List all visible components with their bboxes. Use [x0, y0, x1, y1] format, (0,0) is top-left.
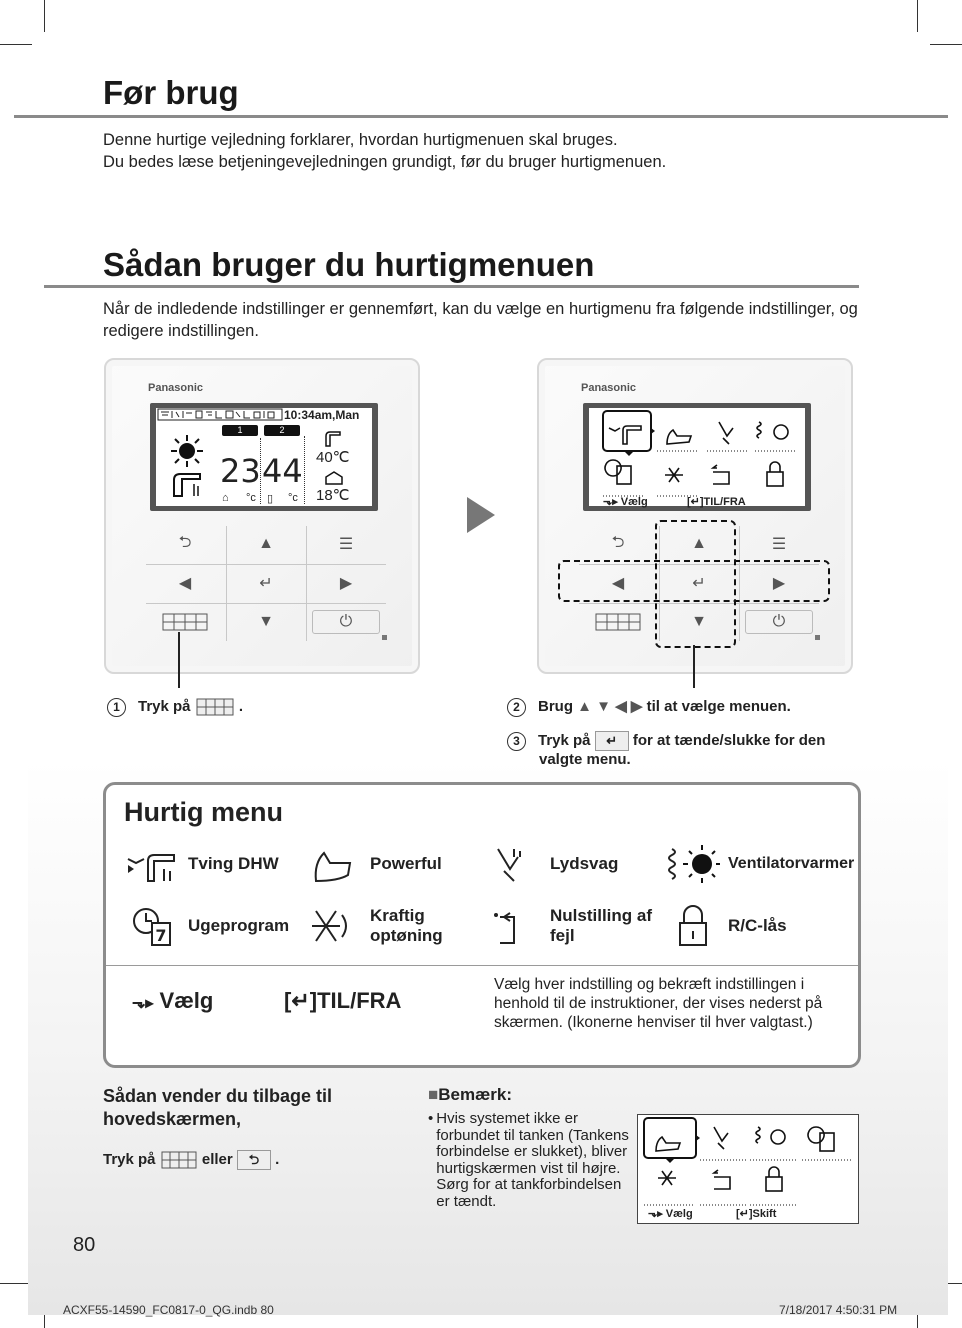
up-arrow-icon: ▲: [258, 535, 274, 552]
intro-text: [103, 129, 666, 173]
legend-select: [132, 988, 213, 1014]
quick-menu-icon: [160, 1151, 198, 1169]
note-body: Hvis systemet ikke er forbundet til tanken (Tankens forbindelse er slukket), bliver hurtigskærmen vist til højre. Sørg for at tankforbindelsen er tændt.: [436, 1110, 629, 1210]
step-2: [507, 697, 791, 717]
brand-logo: Panasonic: [148, 382, 204, 394]
zone2-badge: 2: [264, 425, 300, 436]
menu-item-label-line: Nulstilling af: [550, 906, 652, 925]
menu-item-error-reset: [486, 903, 652, 949]
step-text: til at vælge menuen.: [646, 698, 791, 715]
step-text: Tryk på: [538, 732, 591, 749]
back-heading-line: Sådan vender du tilbage til: [103, 1086, 333, 1106]
menu-item-label: Ugeprogram: [188, 916, 290, 935]
note-heading: [428, 1085, 512, 1105]
title-rule: [14, 115, 948, 118]
back-text: .: [275, 1150, 280, 1168]
zone1-temperature: 23: [220, 452, 261, 490]
house-icon: ⌂: [222, 492, 229, 504]
menu-item-label: Powerful: [370, 854, 442, 873]
power-button[interactable]: [307, 604, 385, 640]
crop-mark: [0, 44, 32, 45]
mini-quick-screen: [637, 1114, 859, 1224]
left-button[interactable]: [146, 565, 224, 601]
lcd-onoff-label: TIL/FRA: [703, 496, 746, 508]
power-icon: ⏻: [772, 613, 786, 630]
enter-icon: ↵: [692, 575, 706, 592]
right-arrow-icon: ▶: [339, 575, 353, 592]
tank-temperature: 40℃: [316, 449, 350, 466]
room-temperature: 18℃: [316, 487, 350, 504]
down-button[interactable]: [227, 604, 305, 640]
force-dhw-icon: [124, 841, 180, 887]
unit-label: °c: [288, 492, 298, 504]
error-reset-icon: [486, 903, 542, 949]
remote-controller-main: [104, 358, 420, 674]
menu-button[interactable]: [740, 526, 818, 562]
back-icon: ⮌: [237, 1150, 271, 1170]
back-text: eller: [201, 1150, 233, 1168]
note-text: [428, 1111, 638, 1210]
up-button[interactable]: [227, 526, 305, 562]
brand-logo: Panasonic: [581, 382, 637, 394]
crop-mark: [44, 0, 45, 32]
mini-select-label: Vælg: [665, 1208, 693, 1220]
weekly-timer-icon: [124, 903, 180, 949]
enter-bracket-icon: [↵]: [736, 1208, 753, 1220]
tank-tap-icon: [324, 430, 344, 448]
step-text: Tryk på: [138, 698, 191, 715]
menu-item-label: Tving DHW: [188, 854, 279, 873]
menu-item-label: [550, 906, 652, 946]
lcd-select-label: Vælg: [620, 496, 648, 508]
step-number: 3: [507, 732, 526, 751]
select-arrow-icon: ⬎▸: [603, 496, 618, 508]
mini-switch-hint: [736, 1207, 776, 1220]
quick-menu-icon: [195, 698, 235, 716]
menu-item-label-line: Kraftig: [370, 906, 425, 925]
enter-bracket-icon: [↵]: [284, 988, 318, 1013]
unit-label: °c: [246, 492, 256, 504]
right-arrow-icon: ▶: [772, 575, 786, 592]
next-step-arrow-icon: [465, 495, 497, 535]
back-icon: ⮌: [178, 533, 192, 551]
footer-file: ACXF55-14590_FC0817-0_QG.indb 80: [63, 1303, 274, 1317]
menu-item-lock: [664, 903, 787, 949]
power-icon: ⏻: [339, 613, 353, 630]
back-instruction: [103, 1150, 279, 1170]
menu-item-quiet: [486, 841, 618, 887]
bullet-icon: •: [428, 1110, 434, 1127]
step-1: [107, 697, 243, 717]
intro-line: Denne hurtige vejledning forklarer, hvordan hurtigmenuen skal bruges.: [103, 131, 618, 149]
menu-item-label: Lydsvag: [550, 854, 619, 873]
panel-title: Hurtig menu: [124, 797, 283, 827]
quick-menu-grid: [589, 408, 805, 506]
mini-select-hint: [648, 1207, 693, 1220]
tap-water-icon: [170, 470, 206, 500]
menu-icon: ☰: [771, 536, 787, 553]
step-3-cont: valgte menu.: [539, 751, 631, 768]
legend-select-label: Vælg: [159, 988, 214, 1013]
enter-icon: ↵: [259, 575, 273, 592]
mini-switch-label: Skift: [752, 1208, 777, 1220]
zone2-temperature: 44: [262, 452, 303, 490]
down-arrow-icon: ▼: [258, 613, 274, 630]
menu-item-powerful: [306, 841, 442, 887]
note-bullet: [428, 1111, 638, 1210]
quick-menu-panel: [103, 782, 861, 1068]
note-square-icon: ■: [428, 1085, 439, 1104]
title-rule: [44, 285, 859, 288]
step-text: for at tænde/slukke for den: [632, 732, 826, 749]
quick-menu-icon: [162, 612, 208, 632]
enter-bracket-icon: [↵]: [687, 496, 704, 508]
menu-icon: ☰: [338, 536, 354, 553]
indicator-led: [815, 635, 820, 640]
lcd-onoff-hint: [687, 495, 746, 508]
select-arrow-icon: ⬎▸: [132, 995, 154, 1012]
back-heading-line: hovedskærmen,: [103, 1109, 242, 1129]
step-text: Brug: [538, 698, 573, 715]
select-arrow-icon: ⬎▸: [648, 1208, 663, 1220]
menu-item-label: [370, 906, 443, 946]
menu-button[interactable]: [307, 526, 385, 562]
crop-mark: [917, 0, 918, 32]
panel-description: Vælg hver indstilling og bekræft indstillingen i henhold til de instruktioner, der vises nederst på skærmen. (Ikonerne henviser til hver valgtast.): [494, 976, 823, 1031]
enter-button[interactable]: [227, 565, 305, 601]
crop-mark: [930, 44, 962, 45]
right-button[interactable]: [307, 565, 385, 601]
arrow-keys-highlight: [558, 560, 830, 602]
step-number: 2: [507, 698, 526, 717]
back-heading: [103, 1085, 332, 1131]
power-key-face: [745, 610, 813, 634]
menu-item-force-dhw: [124, 841, 279, 887]
step-text: .: [238, 698, 244, 715]
panel-divider: [106, 965, 858, 966]
lcd-screen: [589, 408, 805, 506]
step-3: [507, 731, 825, 751]
lcd-display: [150, 403, 378, 511]
note-title: Bemærk:: [438, 1085, 512, 1104]
footer-date: 7/18/2017 4:50:31 PM: [779, 1303, 898, 1317]
down-arrow-icon: ▼: [691, 613, 707, 630]
zone1-badge: 1: [222, 425, 258, 436]
quick-menu-button[interactable]: [146, 604, 224, 640]
arrow-keys-icon: ▲ ▼ ◀ ▶: [577, 698, 643, 715]
indicator-led: [382, 635, 387, 640]
lcd-display: [583, 403, 811, 511]
lock-icon: [664, 903, 720, 949]
menu-item-label-line: optøning: [370, 926, 443, 945]
callout-line: [178, 632, 180, 688]
quick-menu-button[interactable]: [579, 604, 657, 640]
sun-icon: [170, 434, 204, 468]
menu-item-label: R/C-lås: [728, 916, 787, 935]
back-icon: ⮌: [611, 533, 625, 551]
svg-text:7: 7: [155, 926, 167, 945]
fan-heater-icon: [664, 841, 720, 887]
room-icon: [324, 470, 344, 486]
keypad: [146, 526, 386, 641]
page-number: 80: [73, 1234, 96, 1256]
menu-item-defrost: [306, 903, 443, 949]
menu-item-weekly-timer: [124, 903, 289, 949]
legend-onoff-label: TIL/FRA: [317, 988, 402, 1013]
lcd-select-hint: [603, 495, 648, 508]
back-button[interactable]: [579, 526, 657, 562]
section-title-how-to-use: Sådan bruger du hurtigmenuen: [103, 246, 595, 283]
power-button[interactable]: [740, 604, 818, 640]
back-text: Tryk på: [103, 1150, 156, 1168]
up-arrow-icon: ▲: [691, 535, 707, 552]
menu-item-label-line: fejl: [550, 926, 575, 945]
quiet-icon: [486, 841, 542, 887]
powerful-icon: [306, 841, 362, 887]
back-button[interactable]: [146, 526, 224, 562]
clock-readout: 10:34am,Man: [284, 408, 360, 422]
lcd-screen: [156, 408, 372, 506]
zone-divider: [260, 438, 262, 504]
callout-line: [693, 645, 695, 688]
menu-item-label: Ventilatorvarmer: [728, 855, 855, 872]
power-key-face: [312, 610, 380, 634]
defrost-icon: [306, 903, 362, 949]
menu-item-fan-heater: [664, 841, 854, 887]
step-number: 1: [107, 698, 126, 717]
legend-onoff: [284, 988, 401, 1014]
column-divider: [304, 436, 306, 504]
left-arrow-icon: ◀: [611, 575, 625, 592]
section-intro: Når de indledende indstillinger er gennemført, kan du vælge en hurtigmenu fra følgende indstillinger, og redigere indstillingen.: [103, 300, 858, 340]
left-arrow-icon: ◀: [178, 575, 192, 592]
tank-icon: ▯: [267, 493, 274, 505]
enter-icon: ↵: [595, 731, 629, 751]
quick-menu-icon: [595, 612, 641, 632]
intro-line: Du bedes læse betjeningevejledningen grundigt, før du bruger hurtigmenuen.: [103, 153, 667, 171]
section-title-before-use: Før brug: [103, 74, 239, 111]
